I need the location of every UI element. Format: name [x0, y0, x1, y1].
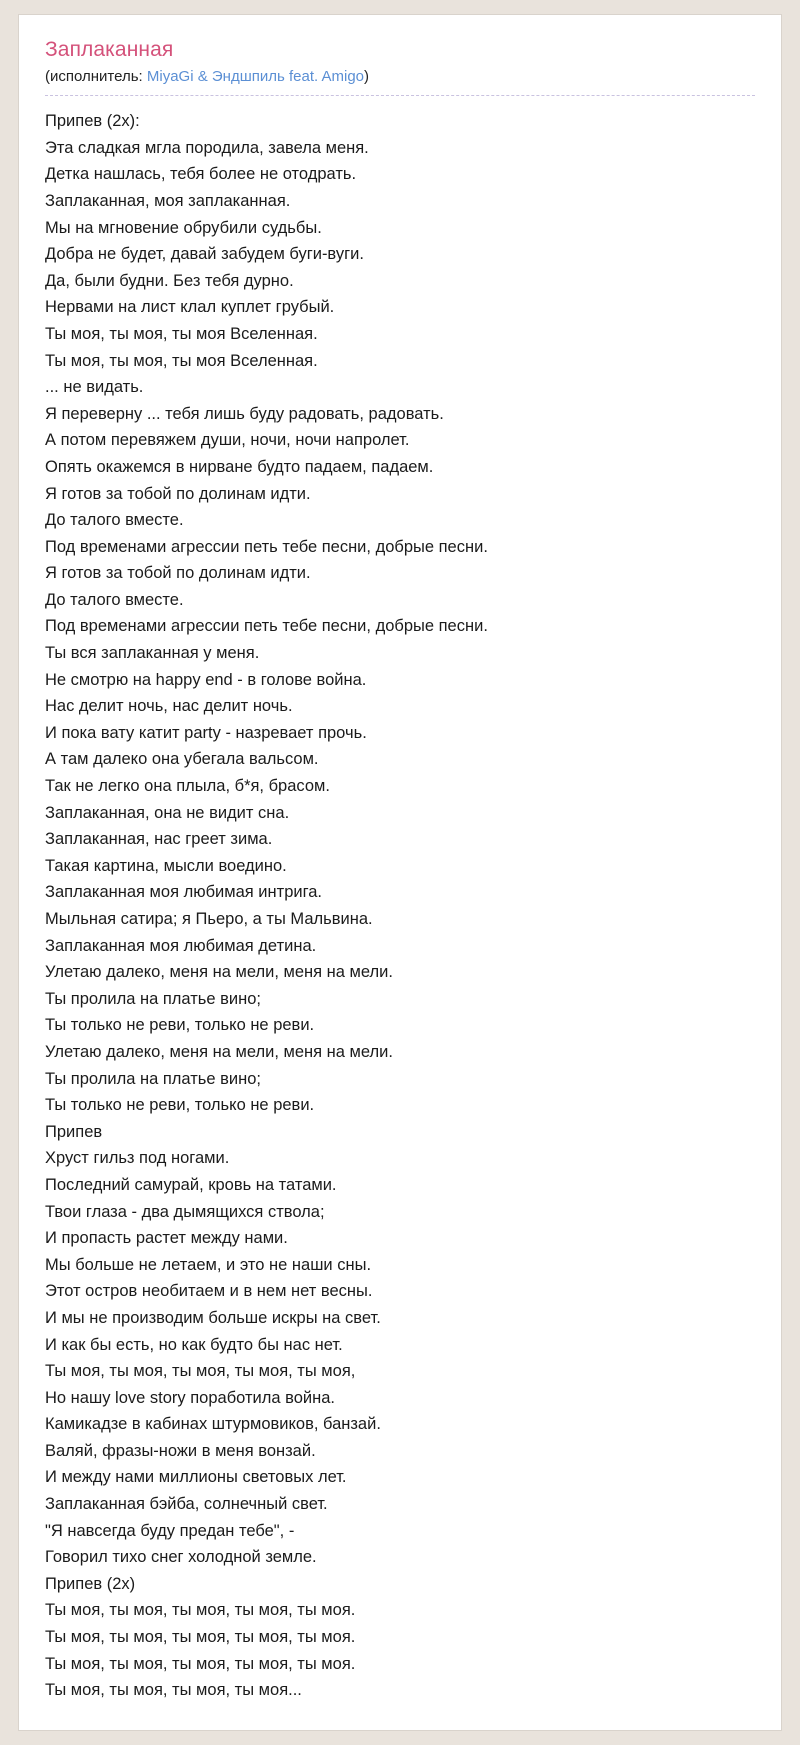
- lyrics-line: Валяй, фразы-ножи в меня вонзай.: [45, 1441, 316, 1460]
- lyrics-line: Ты вся заплаканная у меня.: [45, 644, 260, 663]
- lyrics-line: Твои глаза - два дымящихся ствола;: [45, 1202, 325, 1221]
- lyrics-line: Заплаканная, нас греет зима.: [45, 830, 273, 849]
- lyrics-line: Мыльная сатира; я Пьеро, а ты Мальвина.: [45, 910, 373, 928]
- lyrics-line: Эта сладкая мгла породила, завела меня.: [45, 138, 369, 157]
- lyrics-line: И пропасть растет между нами.: [45, 1229, 288, 1248]
- lyrics-body: [45, 108, 755, 1704]
- lyrics-line: Я готов за тобой по долинам идти.: [45, 564, 311, 583]
- lyrics-line: И как бы есть, но как будто бы нас нет.: [45, 1335, 343, 1354]
- lyrics-line: Такая картина, мысли воедино.: [45, 856, 287, 875]
- lyrics-line: ... не видать.: [45, 378, 144, 397]
- lyrics-line: Нервами на лист клал куплет грубый.: [45, 298, 335, 317]
- lyrics-line: Камикадзе в кабинах штурмовиков, банзай.: [45, 1415, 381, 1434]
- lyrics-line: И между нами миллионы световых лет.: [45, 1468, 347, 1487]
- lyrics-line: Ты моя, ты моя, ты моя Вселенная.: [45, 351, 318, 370]
- lyrics-line: Детка нашлась, тебя более не отодрать.: [45, 165, 357, 184]
- lyrics-line: Но нашу love story поработила война.: [45, 1388, 335, 1407]
- lyrics-line: Заплаканная моя любимая детина.: [45, 936, 317, 955]
- lyrics-line: Этот остров необитаем и в нем нет весны.: [45, 1282, 373, 1301]
- artist-prefix-label: (исполнитель:: [45, 68, 147, 86]
- lyrics-line: Ты моя, ты моя, ты моя, ты моя, ты моя,: [45, 1362, 356, 1381]
- artist-line: [45, 68, 755, 96]
- lyrics-line: Заплаканная, она не видит сна.: [45, 803, 290, 822]
- lyrics-line: До талого вместе.: [45, 511, 184, 530]
- lyrics-line: Ты моя, ты моя, ты моя, ты моя, ты моя.: [45, 1654, 356, 1673]
- lyrics-line: А там далеко она убегала вальсом.: [45, 750, 319, 769]
- lyrics-line: Ты пролила на платье вино;: [45, 989, 261, 1008]
- artist-suffix-label: ): [364, 68, 370, 86]
- lyrics-line: До талого вместе.: [45, 590, 184, 609]
- artist-link[interactable]: MiyaGi & Эндшпиль feat. Amigo: [146, 68, 365, 86]
- lyrics-line: Под временами агрессии петь тебе песни, добрые песни.: [45, 617, 488, 636]
- lyrics-line: Заплаканная, моя заплаканная.: [45, 191, 291, 210]
- lyrics-line: Ты моя, ты моя, ты моя, ты моя, ты моя.: [45, 1628, 356, 1647]
- lyrics-line: Я готов за тобой по долинам идти.: [45, 484, 311, 503]
- lyrics-line: Припев (2х):: [45, 112, 140, 131]
- lyrics-paper: [18, 14, 782, 1731]
- lyrics-line: Мы больше не летаем, и это не наши сны.: [45, 1255, 372, 1274]
- lyrics-line: Заплаканная моя любимая интрига.: [45, 883, 323, 902]
- lyrics-line: Добра не будет, давай забудем буги-вуги.: [45, 245, 364, 264]
- lyrics-line: Говорил тихо снег холодной земле.: [45, 1548, 317, 1567]
- lyrics-line: Ты моя, ты моя, ты моя Вселенная.: [45, 324, 318, 343]
- lyrics-line: А потом перевяжем души, ночи, ночи напролет.: [45, 431, 410, 450]
- lyrics-line: Ты пролила на платье вино;: [45, 1069, 261, 1088]
- lyrics-line: Ты только не реви, только не реви.: [45, 1096, 315, 1115]
- page-title: Заплаканная: [45, 38, 174, 61]
- lyrics-line: Улетаю далеко, меня на мели, меня на мели.: [45, 1042, 393, 1061]
- lyrics-line: Так не легко она плыла, б*я, брасом.: [45, 777, 330, 796]
- lyrics-line: Улетаю далеко, меня на мели, меня на мели.: [45, 963, 393, 982]
- lyrics-line: "Я навсегда буду предан тебе", -: [45, 1521, 295, 1540]
- lyrics-line: Ты моя, ты моя, ты моя, ты моя, ты моя.: [45, 1601, 356, 1620]
- lyrics-line: Последний самурай, кровь на татами.: [45, 1175, 337, 1194]
- lyrics-line: И пока вату катит party - назревает прочь.: [45, 723, 367, 742]
- lyrics-line: Заплаканная бэйба, солнечный свет.: [45, 1495, 328, 1514]
- lyrics-line: И мы не производим больше искры на свет.: [45, 1308, 381, 1327]
- lyrics-line: Я переверну ... тебя лишь буду радовать, радовать.: [45, 404, 444, 423]
- lyrics-line: Припев (2х): [45, 1574, 136, 1593]
- lyrics-line: Под временами агрессии петь тебе песни, добрые песни.: [45, 537, 488, 556]
- lyrics-line: Да, были будни. Без тебя дурно.: [45, 271, 294, 290]
- lyrics-line: Нас делит ночь, нас делит ночь.: [45, 697, 293, 716]
- lyrics-line: Припев: [45, 1122, 103, 1141]
- lyrics-line: Ты только не реви, только не реви.: [45, 1016, 315, 1035]
- lyrics-line: Хруст гильз под ногами.: [45, 1149, 230, 1168]
- lyrics-line: Мы на мгновение обрубили судьбы.: [45, 218, 322, 237]
- lyrics-line: Не смотрю на happy end - в голове война.: [45, 670, 367, 689]
- lyrics-line: Ты моя, ты моя, ты моя, ты моя...: [45, 1681, 302, 1700]
- lyrics-line: Опять окажемся в нирване будто падаем, падаем.: [45, 457, 434, 476]
